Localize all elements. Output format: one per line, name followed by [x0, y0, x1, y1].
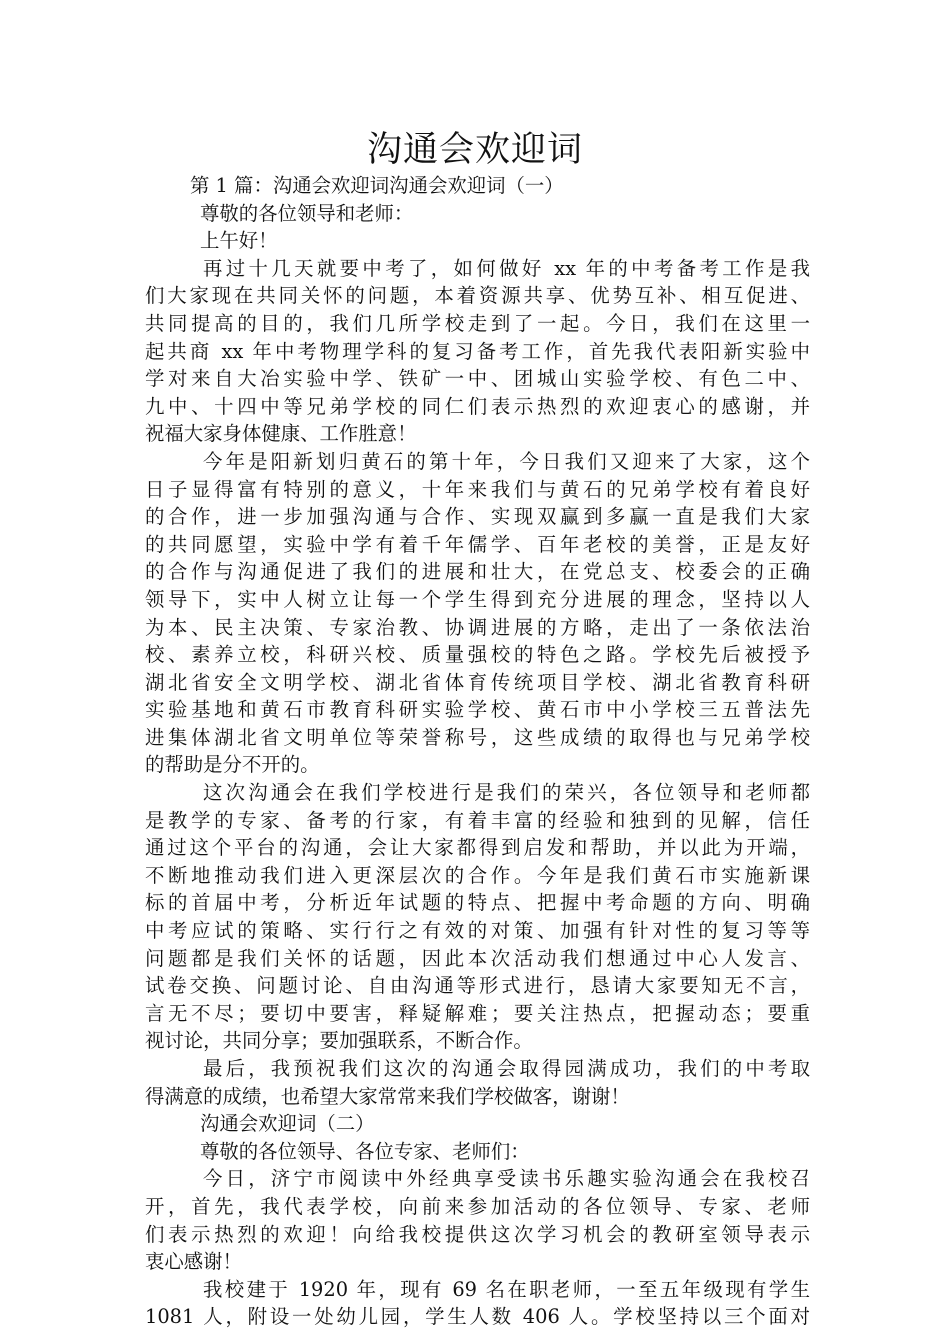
text-line: 1081 人，附设一处幼儿园，学生人数 406 人。学校坚持以三个面对: [145, 1305, 810, 1329]
text-line: 不断地推动我们进入更深层次的合作。今年是我们黄石市实施新课: [145, 863, 810, 887]
text-line: 的帮助是分不开的。: [145, 753, 320, 777]
text-line: 进集体湖北省文明单位等荣誉称号，这些成绩的取得也与兄弟学校: [145, 725, 810, 749]
paragraph-lines: [145, 200, 810, 1331]
text-line: 通过这个平台的沟通，会让大家都得到启发和帮助，并以此为开端，: [145, 836, 810, 860]
text-line: 问题都是我们关怀的话题，因此本次活动我们想通过中心人发言、: [145, 946, 810, 970]
text-line: 言无不尽；要切中要害，释疑解难；要关注热点，把握动态；要重: [145, 1001, 810, 1025]
text-line: 试卷交换、问题讨论、自由沟通等形式进行，恳请大家要知无不言，: [145, 974, 810, 998]
text-line: 标的首届中考，分析近年试题的特点、把握中考命题的方向、明确: [145, 891, 810, 915]
text-line: 们大家现在共同关怀的问题，本着资源共享、优势互补、相互促进、: [145, 284, 810, 308]
text-line: 学对来自大冶实验中学、铁矿一中、团城山实验学校、有色二中、: [145, 367, 810, 391]
text-line: 这次沟通会在我们学校进行是我们的荣兴，各位领导和老师都: [203, 781, 810, 805]
text-line: 们表示热烈的欢迎！向给我校提供这次学习机会的教研室领导表示: [145, 1222, 810, 1246]
text-line: 中考应试的策略、实行行之有效的对策、加强有针对性的复习等等: [145, 919, 810, 943]
text-line: 为本、民主决策、专家治教、协调进展的方略，走出了一条依法治: [145, 615, 810, 639]
text-line: 我校建于 1920 年，现有 69 名在职老师，一至五年级现有学生: [203, 1277, 810, 1301]
text-line: 是教学的专家、备考的行家，有着丰富的经验和独到的见解，信任: [145, 808, 810, 832]
text-line: 九中、十四中等兄弟学校的同仁们表示热烈的欢迎衷心的感谢，并: [145, 394, 810, 418]
text-line: 上午好！: [200, 229, 278, 253]
text-line: 得满意的成绩，也希望大家常常来我们学校做客，谢谢！: [145, 1084, 630, 1108]
section-subtitle: 第 1 篇：沟通会欢迎词沟通会欢迎词（一）: [190, 174, 564, 197]
text-line: 领导下，实中人树立让每一个学生得到充分进展的理念，坚持以人: [145, 587, 810, 611]
text-line: 开，首先，我代表学校，向前来参加活动的各位领导、专家、老师: [145, 1194, 810, 1218]
text-line: 尊敬的各位领导和老师：: [200, 201, 414, 225]
text-line: 起共商 xx 年中考物理学科的复习备考工作，首先我代表阳新实验中: [145, 339, 810, 363]
text-line: 共同提高的目的，我们几所学校走到了一起。今日，我们在这里一: [145, 311, 810, 335]
document-title: 沟通会欢迎词: [366, 130, 583, 170]
text-line: 尊敬的各位领导、各位专家、老师们：: [200, 1139, 530, 1163]
text-line: 衷心感谢！: [145, 1250, 242, 1274]
text-line: 今年是阳新划归黄石的第十年，今日我们又迎来了大家，这个: [203, 449, 810, 473]
text-line: 校、素养立校，科研兴校、质量强校的特色之路。学校先后被授予: [145, 643, 810, 667]
text-line: 今日，济宁市阅读中外经典享受读书乐趣实验沟通会在我校召: [203, 1167, 810, 1191]
text-line: 视讨论，共同分享；要加强联系，不断合作。: [145, 1029, 533, 1053]
text-line: 的共同愿望，实验中学有着千年儒学、百年老校的美誉，正是友好: [145, 532, 810, 556]
text-line: 的合作，进一步加强沟通与合作、实现双赢到多赢一直是我们大家: [145, 505, 810, 529]
text-line: 沟通会欢迎词（二）: [200, 1112, 375, 1136]
text-line: 的合作与沟通促进了我们的进展和壮大，在党总支、校委会的正确: [145, 560, 810, 584]
text-line: 最后，我预祝我们这次的沟通会取得园满成功，我们的中考取: [203, 1057, 810, 1080]
text-line: 湖北省安全文明学校、湖北省体育传统项目学校、湖北省教育科研: [145, 670, 810, 694]
text-line: 再过十几天就要中考了，如何做好 xx 年的中考备考工作是我: [203, 256, 810, 280]
text-line: 日子显得富有特别的意义，十年来我们与黄石的兄弟学校有着良好: [145, 477, 810, 501]
text-line: 祝福大家身体健康、工作胜意！: [145, 422, 417, 446]
text-line: 实验基地和黄石市教育科研实验学校、黄石市中小学校三五普法先: [145, 698, 810, 722]
document-body: [145, 172, 810, 1331]
